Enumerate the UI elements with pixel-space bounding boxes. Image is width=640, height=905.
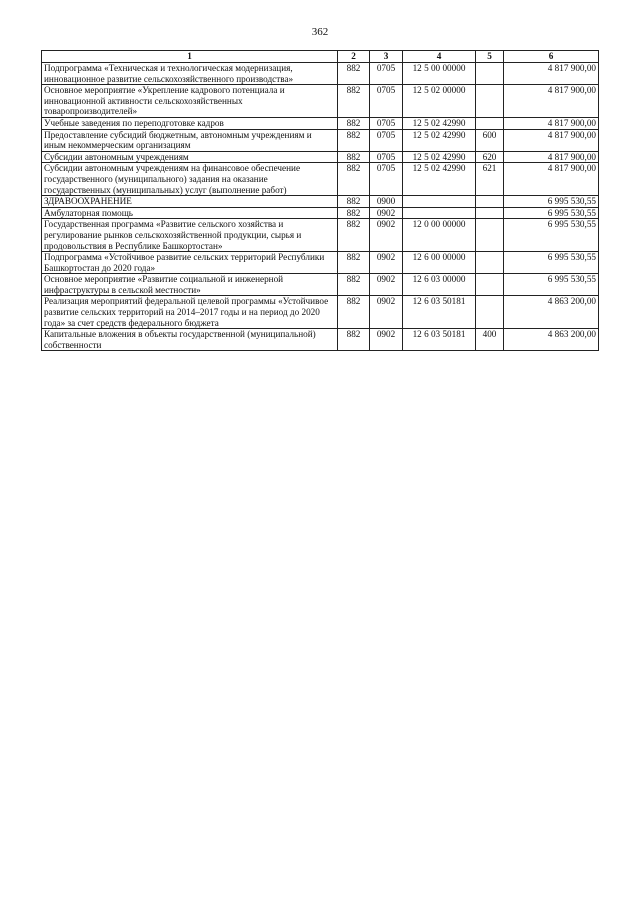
row-section-code: 0705 [370,63,403,85]
row-expense-type [476,252,504,274]
row-target-code: 12 5 02 42990 [403,117,476,129]
row-name: Учебные заведения по переподготовке кадров [42,117,338,129]
row-target-code: 12 5 00 00000 [403,63,476,85]
row-name: Подпрограмма «Техническая и технологическая модернизация, инновационное развитие сельскохозяйственного производства» [42,63,338,85]
row-section-code: 0902 [370,274,403,296]
row-name: Субсидии автономным учреждениям [42,151,338,163]
row-amount: 6 995 530,55 [504,252,599,274]
row-name: Предоставление субсидий бюджетным, автономным учреждениям и иным некоммерческим организациям [42,129,338,151]
table-row [42,163,599,196]
header-col-1: 1 [42,51,338,63]
row-amount: 4 817 900,00 [504,151,599,163]
row-expense-type: 400 [476,329,504,351]
row-amount: 4 817 900,00 [504,117,599,129]
row-section-code: 0902 [370,329,403,351]
row-amount: 4 863 200,00 [504,296,599,329]
row-amount: 4 817 900,00 [504,129,599,151]
row-name: Основное мероприятие «Укрепление кадрового потенциала и инновационной активности сельскохозяйственных товаропроизводителей» [42,85,338,118]
row-name: Государственная программа «Развитие сельского хозяйства и регулирование рынков сельскохозяйственной продукции, сырья и продовольствия в Республике Башкортостан» [42,219,338,252]
row-admin-code: 882 [338,163,370,196]
table-row [42,196,599,208]
budget-table [41,50,599,351]
row-amount: 6 995 530,55 [504,274,599,296]
row-expense-type [476,196,504,208]
row-target-code: 12 5 02 42990 [403,129,476,151]
row-target-code: 12 6 03 00000 [403,274,476,296]
row-expense-type [476,274,504,296]
row-target-code: 12 0 00 00000 [403,219,476,252]
row-expense-type: 620 [476,151,504,163]
row-amount: 4 817 900,00 [504,63,599,85]
row-section-code: 0902 [370,219,403,252]
row-target-code: 12 5 02 42990 [403,151,476,163]
row-name: Подпрограмма «Устойчивое развитие сельских территорий Республики Башкортостан до 2020 года» [42,252,338,274]
page-number: 362 [311,26,329,38]
row-amount: 6 995 530,55 [504,219,599,252]
header-col-2: 2 [338,51,370,63]
table-header-row [42,51,599,63]
row-name: Реализация мероприятий федеральной целевой программы «Устойчивое развитие сельских территорий на 2014–2017 годы и на период до 2020 года» за счет средств федерального бюджета [42,296,338,329]
row-section-code: 0705 [370,129,403,151]
row-target-code: 12 5 02 42990 [403,163,476,196]
table-row [42,207,599,219]
row-target-code: 12 5 02 00000 [403,85,476,118]
row-expense-type [476,207,504,219]
row-admin-code: 882 [338,85,370,118]
row-section-code: 0902 [370,207,403,219]
row-admin-code: 882 [338,296,370,329]
row-section-code: 0902 [370,296,403,329]
row-name: ЗДРАВООХРАНЕНИЕ [42,196,338,208]
row-amount: 6 995 530,55 [504,196,599,208]
row-expense-type [476,63,504,85]
row-amount: 6 995 530,55 [504,207,599,219]
row-admin-code: 882 [338,63,370,85]
row-admin-code: 882 [338,274,370,296]
row-target-code [403,196,476,208]
row-admin-code: 882 [338,219,370,252]
header-col-3: 3 [370,51,403,63]
row-expense-type [476,296,504,329]
row-section-code: 0900 [370,196,403,208]
row-amount: 4 817 900,00 [504,85,599,118]
table-row [42,252,599,274]
header-col-4: 4 [403,51,476,63]
table-row [42,219,599,252]
table-body [42,63,599,351]
row-admin-code: 882 [338,252,370,274]
row-name: Субсидии автономным учреждениям на финансовое обеспечение государственного (муниципального) задания на оказание государственных (муниципальных) услуг (выполнение работ) [42,163,338,196]
row-target-code: 12 6 03 50181 [403,329,476,351]
header-col-5: 5 [476,51,504,63]
row-section-code: 0705 [370,85,403,118]
row-expense-type: 621 [476,163,504,196]
row-name: Основное мероприятие «Развитие социальной и инженерной инфраструктуры в сельской местности» [42,274,338,296]
row-section-code: 0705 [370,117,403,129]
row-expense-type [476,219,504,252]
row-target-code: 12 6 00 00000 [403,252,476,274]
row-section-code: 0705 [370,151,403,163]
row-section-code: 0705 [370,163,403,196]
row-admin-code: 882 [338,129,370,151]
row-expense-type: 600 [476,129,504,151]
row-admin-code: 882 [338,151,370,163]
row-admin-code: 882 [338,329,370,351]
row-amount: 4 817 900,00 [504,163,599,196]
row-target-code [403,207,476,219]
table-row [42,63,599,85]
row-section-code: 0902 [370,252,403,274]
row-admin-code: 882 [338,207,370,219]
row-target-code: 12 6 03 50181 [403,296,476,329]
row-name: Капитальные вложения в объекты государственной (муниципальной) собственности [42,329,338,351]
row-admin-code: 882 [338,117,370,129]
row-name: Амбулаторная помощь [42,207,338,219]
row-admin-code: 882 [338,196,370,208]
row-amount: 4 863 200,00 [504,329,599,351]
table-row [42,85,599,118]
header-col-6: 6 [504,51,599,63]
row-expense-type [476,85,504,118]
table-row [42,296,599,329]
table-row [42,129,599,151]
row-expense-type [476,117,504,129]
table-row [42,329,599,351]
table-row [42,117,599,129]
table-row [42,151,599,163]
table-row [42,274,599,296]
